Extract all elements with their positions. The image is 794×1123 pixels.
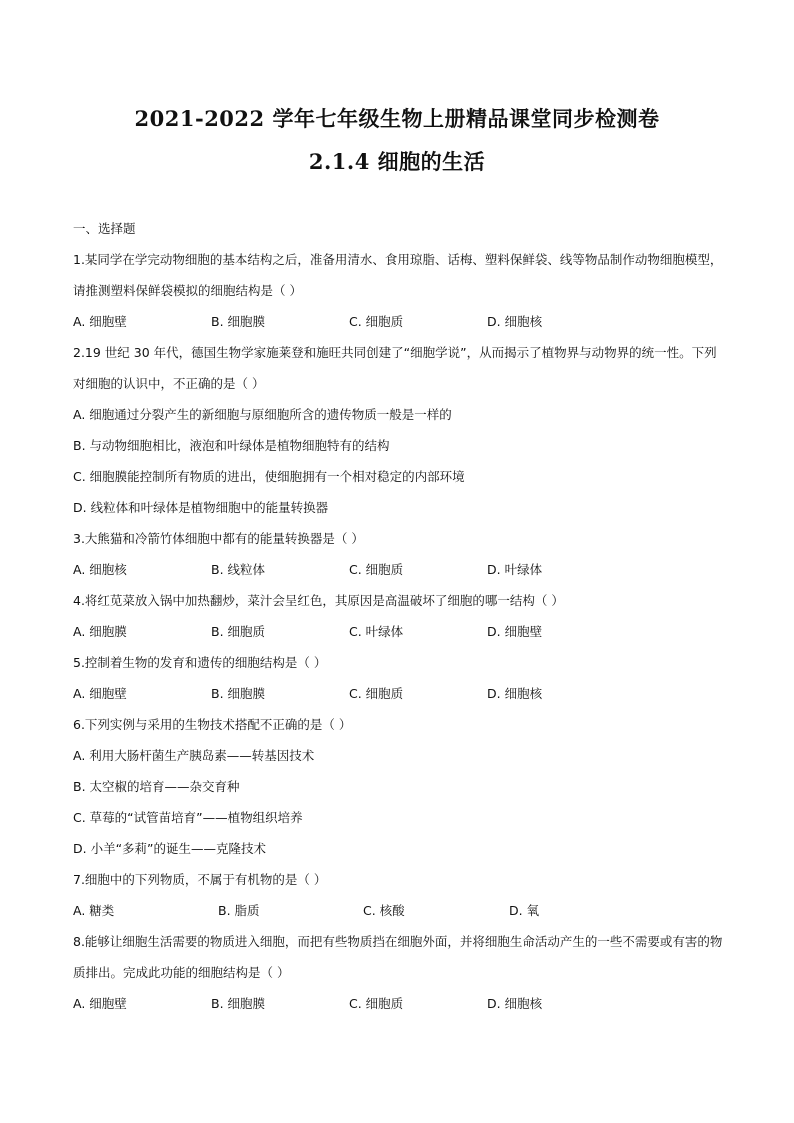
option-d: D. 叶绿体 xyxy=(487,562,543,577)
question-4-options xyxy=(73,616,723,647)
option-c: C. 叶绿体 xyxy=(349,624,404,639)
option-d: D. 小羊“多莉”的诞生——克隆技术 xyxy=(73,841,267,856)
option-a: A. 利用大肠杆菌生产胰岛素——转基因技术 xyxy=(73,748,315,763)
question-8-options xyxy=(73,988,723,1019)
option-d: D. 细胞核 xyxy=(487,314,543,329)
option-c: C. 草莓的“试管苗培育”——植物组织培养 xyxy=(73,810,303,825)
option-d: D. 细胞核 xyxy=(487,686,543,701)
option-b: B. 细胞质 xyxy=(211,624,266,639)
question-5-options xyxy=(73,678,723,709)
option-b: B. 与动物细胞相比，液泡和叶绿体是植物细胞特有的结构 xyxy=(73,438,390,453)
document-title: 2021-2022 学年七年级生物上册精品课堂同步检测卷 xyxy=(134,106,660,131)
option-a: A. 糖类 xyxy=(73,903,115,918)
document-subtitle: 2.1.4 细胞的生活 xyxy=(308,149,486,174)
question-7-text: 7.细胞中的下列物质，不属于有机物的是（ ） xyxy=(73,872,327,887)
option-a: A. 细胞通过分裂产生的新细胞与原细胞所含的遗传物质一般是一样的 xyxy=(73,407,452,422)
option-c: C. 核酸 xyxy=(363,903,405,918)
option-b: B. 细胞膜 xyxy=(211,314,266,329)
question-8-text: 8.能够让细胞生活需要的物质进入细胞，而把有些物质挡在细胞外面，并将细胞生命活动产生的一些不需要或有害的物质排出。完成此功能的细胞结构是（ ） xyxy=(73,934,723,980)
option-b: B. 脂质 xyxy=(218,903,260,918)
option-b: B. 太空椒的培育——杂交育种 xyxy=(73,779,240,794)
question-4-text: 4.将红苋菜放入锅中加热翻炒，菜汁会呈红色，其原因是高温破坏了细胞的哪一结构（ ） xyxy=(73,593,564,608)
option-c: C. 细胞质 xyxy=(349,314,404,329)
question-3-options xyxy=(73,554,723,585)
question-2-text: 2.19 世纪 30 年代，德国生物学家施莱登和施旺共同创建了“细胞学说”，从而揭示了植物界与动物界的统一性。下列对细胞的认识中，不正确的是（ ） xyxy=(73,345,717,391)
question-3-text: 3.大熊猫和冷箭竹体细胞中都有的能量转换器是（ ） xyxy=(73,531,364,546)
option-a: A. 细胞膜 xyxy=(73,624,127,639)
option-a: A. 细胞核 xyxy=(73,562,127,577)
option-d: D. 氧 xyxy=(509,903,540,918)
option-d: D. 细胞壁 xyxy=(487,624,543,639)
question-6-text: 6.下列实例与采用的生物技术搭配不正确的是（ ） xyxy=(73,717,352,732)
option-b: B. 细胞膜 xyxy=(211,686,266,701)
option-a: A. 细胞壁 xyxy=(73,314,127,329)
question-1-options xyxy=(73,306,723,337)
question-5-text: 5.控制着生物的发育和遗传的细胞结构是（ ） xyxy=(73,655,327,670)
option-d: D. 线粒体和叶绿体是植物细胞中的能量转换器 xyxy=(73,500,329,515)
option-b: B. 线粒体 xyxy=(211,562,266,577)
option-c: C. 细胞质 xyxy=(349,996,404,1011)
option-c: C. 细胞膜能控制所有物质的进出，使细胞拥有一个相对稳定的内部环境 xyxy=(73,469,465,484)
question-7-options xyxy=(73,895,723,926)
option-c: C. 细胞质 xyxy=(349,686,404,701)
question-list xyxy=(73,213,723,1019)
question-1-text: 1.某同学在学完动物细胞的基本结构之后，准备用清水、食用琼脂、话梅、塑料保鲜袋、线等物品制作动物细胞模型，请推测塑料保鲜袋模拟的细胞结构是（ ） xyxy=(73,252,723,298)
option-c: C. 细胞质 xyxy=(349,562,404,577)
option-a: A. 细胞壁 xyxy=(73,686,127,701)
option-a: A. 细胞壁 xyxy=(73,996,127,1011)
option-d: D. 细胞核 xyxy=(487,996,543,1011)
section-heading: 一、选择题 xyxy=(73,221,136,236)
option-b: B. 细胞膜 xyxy=(211,996,266,1011)
